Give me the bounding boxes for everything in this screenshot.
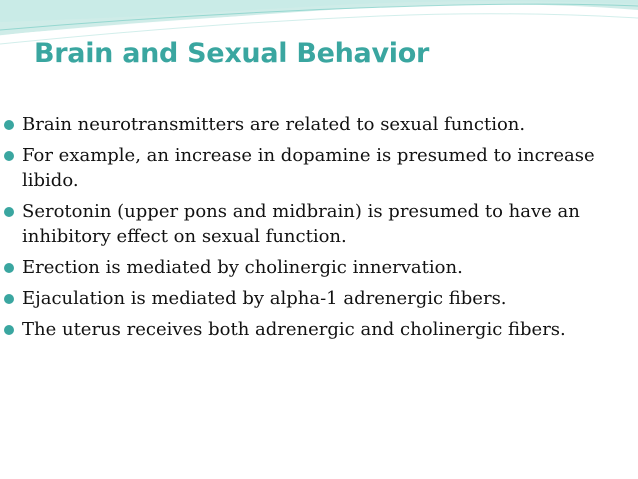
bullet-item	[0, 317, 602, 342]
bullet-dot-icon	[4, 151, 14, 161]
bullet-text: Brain neurotransmitters are related to sexual function.	[22, 114, 526, 135]
bullet-text: Erection is mediated by cholinergic innervation.	[22, 257, 463, 278]
bullet-item	[0, 286, 602, 311]
bullet-dot-icon	[4, 120, 14, 130]
bullet-dot-icon	[4, 294, 14, 304]
slide-title: Brain and Sexual Behavior	[34, 38, 429, 69]
bullet-text: Ejaculation is mediated by alpha-1 adrenergic fibers.	[22, 288, 507, 309]
bullet-dot-icon	[4, 263, 14, 273]
bullet-text: For example, an increase in dopamine is presumed to increase libido.	[22, 145, 595, 191]
bullet-dot-icon	[4, 325, 14, 335]
bullet-list	[0, 112, 638, 348]
bullet-item	[0, 143, 602, 193]
bullet-text: The uterus receives both adrenergic and cholinergic fibers.	[22, 319, 566, 340]
bullet-item	[0, 112, 602, 137]
bullet-text: Serotonin (upper pons and midbrain) is presumed to have an inhibitory effect on sexual function.	[22, 201, 580, 247]
bullet-item	[0, 199, 602, 249]
bullet-dot-icon	[4, 207, 14, 217]
bullet-item	[0, 255, 602, 280]
